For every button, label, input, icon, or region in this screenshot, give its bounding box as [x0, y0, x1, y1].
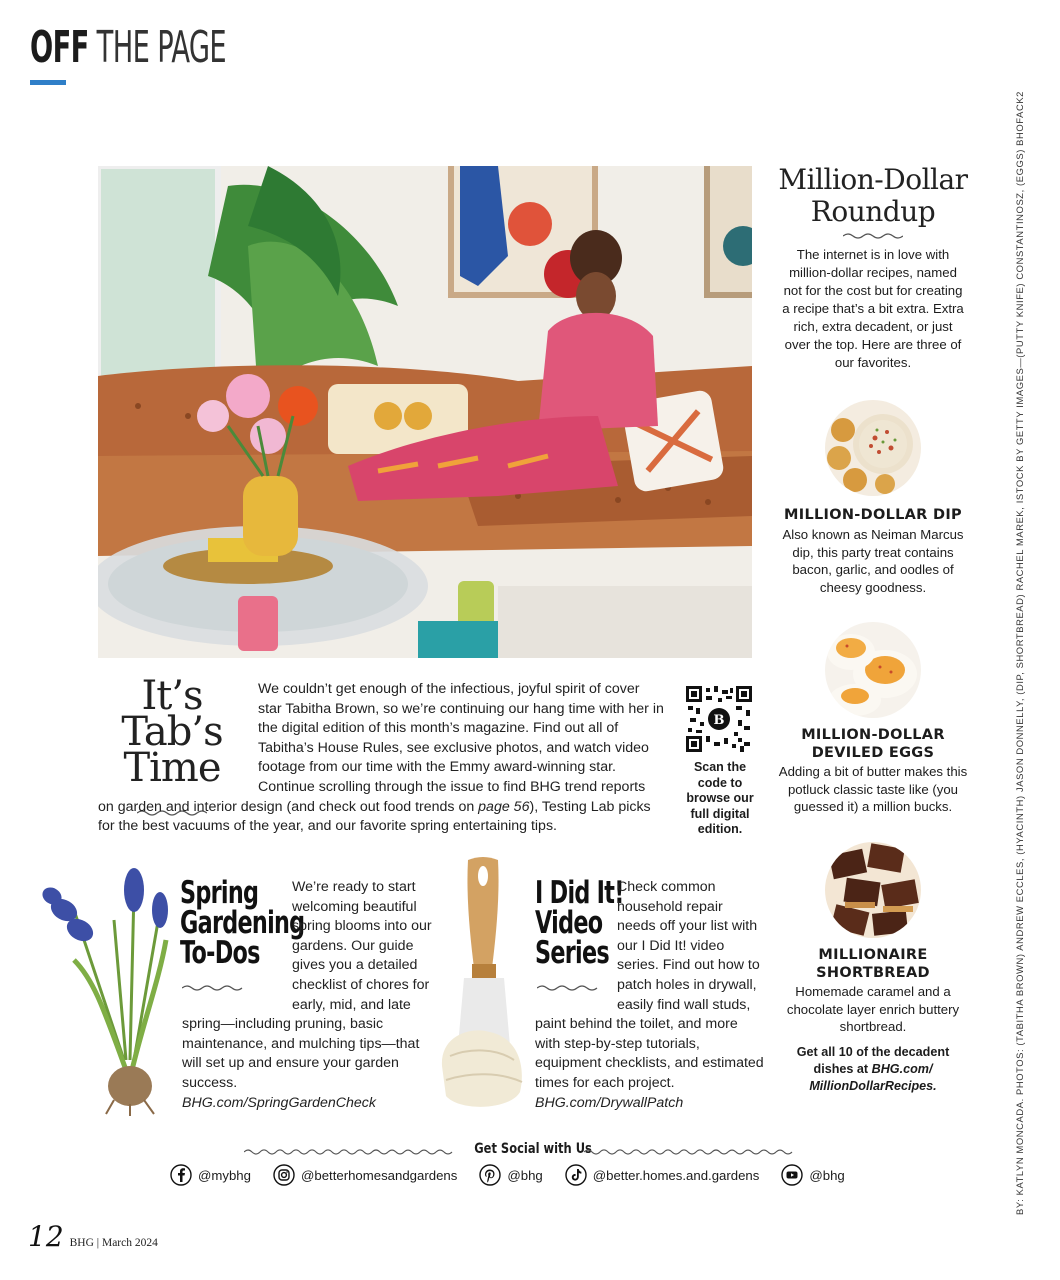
social-item-youtube[interactable] [781, 1164, 844, 1186]
diy-body-text: Check common household repair needs off your list with our I Did It! video series. Find out how to patch holes in drywall, easily find wall studs, paint behind the toilet, and more with step-by-step tutorials, equipment checklists, and estimated times for each project. [535, 879, 764, 1091]
hyacinth-photo [34, 860, 174, 1116]
youtube-icon [781, 1164, 803, 1186]
diy-heading-line3: Series [535, 935, 609, 971]
tiktok-icon [565, 1164, 587, 1186]
dip-description: Also known as Neiman Marcus dip, this party treat contains bacon, garlic, and oodles of cheesy goodness. [782, 527, 964, 595]
facebook-icon [170, 1164, 192, 1186]
shortbread-description: Homemade caramel and a chocolate layer enrich buttery shortbread. [786, 984, 960, 1034]
roundup-intro: The internet is in love with million-dollar recipes, named not for the cost but for creating a recipe that’s a bit extra. Extra rich, extra decadent, or just over the top. Here are three of our favorites. [782, 247, 964, 370]
qr-caption: Scan the code to browse our full digital edition. [686, 760, 754, 836]
roundup-cta [790, 1044, 956, 1095]
social-item-pinterest[interactable] [479, 1164, 542, 1186]
shortbread-photo [825, 842, 921, 938]
diy-heading-line1: I Did It! [535, 875, 624, 911]
diy-heading-line2: Video [535, 905, 603, 941]
deviled-eggs-name [778, 726, 968, 762]
shortbread-name-line2: SHORTBREAD [816, 965, 930, 981]
shortbread-name [778, 946, 968, 982]
social-links [170, 1164, 867, 1186]
tabs-time-title-line2: Time [123, 745, 221, 791]
instagram-handle: @betterhomesandgardens [300, 1167, 458, 1183]
photo-credits: BY: KATLYN MONCADA. PHOTOS: (TABITHA BROWN) ANDREW ECCLES, (HYACINTH) JASON DONNELLY, (DIP, SHORTBREAD) RACHEL MAREK, ISTOCK BY GETTY IMAGES—(PUTTY KNIFE) CONSTANTINOSZ, (EGGS) BHOFACK2 [1014, 91, 1025, 1215]
hero-photo-illustration [98, 166, 752, 658]
garden-heading-line2: Gardening [180, 905, 305, 941]
hyacinth-illustration [34, 860, 174, 1116]
qr-code[interactable] [686, 686, 752, 752]
garden-heading-line1: Spring [180, 875, 259, 911]
section-underline [30, 80, 66, 85]
pinterest-icon [479, 1164, 501, 1186]
roundup-cta-text: Get all 10 of the decadent dishes at [796, 1045, 950, 1076]
instagram-icon [273, 1164, 295, 1186]
social-item-instagram[interactable] [273, 1164, 457, 1186]
svg-text:B: B [713, 713, 725, 728]
deviled-eggs-illustration [825, 622, 921, 718]
qr-code-icon [686, 686, 752, 752]
folio [28, 1220, 158, 1253]
social-heading: Get Social with Us [474, 1141, 592, 1157]
putty-knife-illustration [430, 856, 530, 1116]
youtube-handle: @bhg [809, 1167, 845, 1183]
squiggle-divider [843, 232, 903, 240]
section-label [30, 22, 227, 73]
garden-heading-line3: To-Dos [180, 935, 260, 971]
garden-body-text: We’re ready to start welcoming beautiful spring blooms into our gardens. Our guide gives you a detailed checklist of chores for early, mid, and late spring—including pruning, basic maintenance, and mulching tips—that will set up and ensure your garden success. [182, 879, 432, 1091]
shortbread-name-line1: MILLIONAIRE [818, 947, 928, 963]
social-item-facebook[interactable] [170, 1164, 251, 1186]
putty-knife-photo [430, 856, 530, 1116]
dip-name-line1: MILLION-DOLLAR DIP [784, 507, 962, 523]
dip-photo [825, 400, 921, 496]
shortbread-illustration [825, 842, 921, 938]
folio-text: BHG | March 2024 [69, 1237, 158, 1249]
garden-link[interactable]: BHG.com/SpringGardenCheck [182, 1094, 376, 1111]
section-label-bold: OFF [30, 22, 89, 73]
page-reference: page 56 [478, 798, 530, 815]
pinterest-handle: @bhg [507, 1167, 543, 1183]
deviled-eggs-photo [825, 622, 921, 718]
facebook-handle: @mybhg [198, 1167, 251, 1183]
dip-name [778, 506, 968, 524]
tabs-time-body-text-end: ), Testing Lab picks for the best vacuums of the year, and our favorite spring entertaining tips. [98, 798, 651, 835]
diy-link[interactable]: BHG.com/DrywallPatch [535, 1094, 684, 1111]
page-number: 12 [28, 1220, 64, 1253]
tabs-time-body [98, 673, 664, 837]
section-label-light: THE PAGE [88, 22, 227, 73]
tabs-time-body-text: We couldn’t get enough of the infectious, joyful spirit of cover star Tabitha Brown, so we’re continuing our hang time with her in the digital edition of this month’s magazine. Find out all of Tabitha’s House Rules, see exclusive photos, and watch video footage from our time with the Emmy award-winning star. Continue scrolling through the issue to find BHG trend reports on garden and interior design (and check out food trends on [98, 681, 664, 815]
garden-body [180, 875, 432, 1113]
diy-body [535, 875, 765, 1113]
dip-photo-illustration [825, 400, 921, 496]
deviled-eggs-name-line2: DEVILED EGGS [811, 745, 935, 761]
tabs-time-title-line1: It’s Tab’s [121, 673, 223, 755]
roundup-title-line1: Million-Dollar [778, 163, 968, 196]
hero-photo [98, 166, 752, 658]
social-rule-left [244, 1148, 456, 1156]
roundup-title [778, 164, 968, 228]
roundup-title-line2: Roundup [810, 195, 936, 228]
tiktok-handle: @better.homes.and.gardens [592, 1167, 760, 1183]
social-rule-right [584, 1148, 796, 1156]
deviled-eggs-name-line1: MILLION-DOLLAR [801, 727, 945, 743]
deviled-eggs-description: Adding a bit of butter makes this potluck classic taste like (you guessed it) a million bucks. [778, 764, 968, 814]
social-item-tiktok[interactable] [565, 1164, 760, 1186]
roundup-cta-link[interactable]: BHG.com/ MillionDollarRecipes. [809, 1062, 937, 1093]
